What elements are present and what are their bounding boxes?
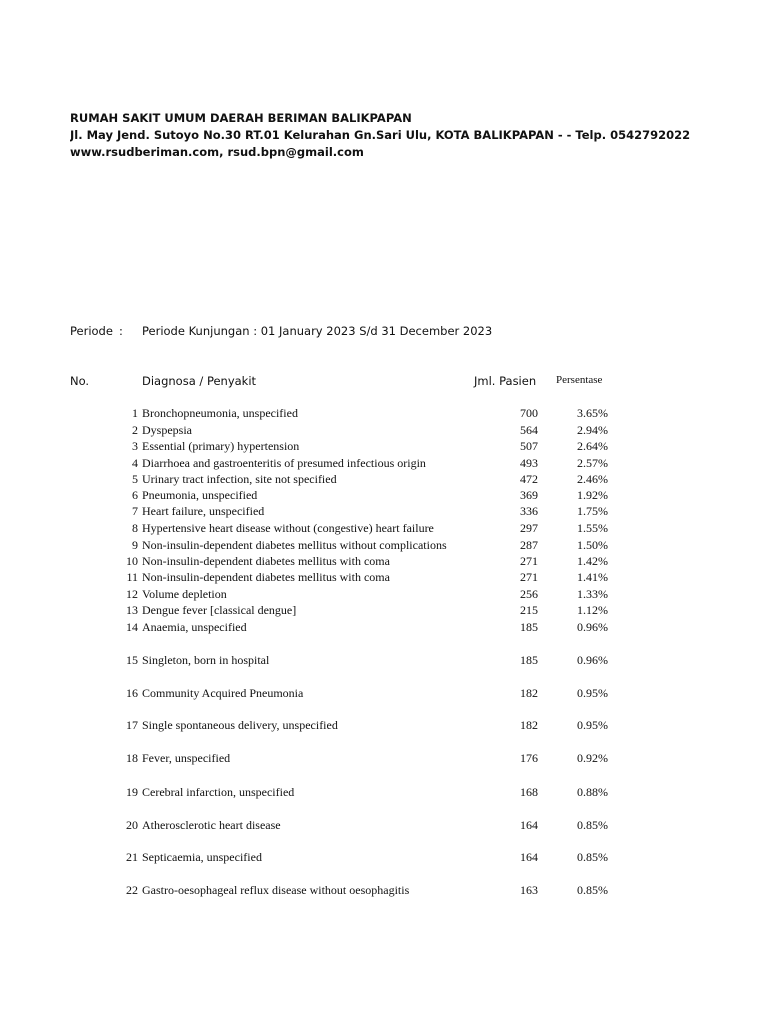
row-patient-count: 336 <box>520 504 538 518</box>
table-row <box>0 686 768 702</box>
table-row <box>0 620 768 636</box>
row-patient-count: 493 <box>520 456 538 470</box>
row-percentage: 1.41% <box>577 570 608 584</box>
column-header-patients: Jml. Pasien <box>474 374 537 388</box>
row-diagnosis: Septicaemia, unspecified <box>142 850 262 864</box>
row-diagnosis: Volume depletion <box>142 587 227 601</box>
row-patient-count: 700 <box>520 406 538 420</box>
row-percentage: 1.50% <box>577 538 608 552</box>
row-diagnosis: Heart failure, unspecified <box>142 504 265 518</box>
row-percentage: 0.85% <box>577 850 608 864</box>
period-value: Periode Kunjungan : 01 January 2023 S/d 31 December 2023 <box>142 324 493 338</box>
row-percentage: 0.92% <box>577 751 608 765</box>
row-percentage: 0.85% <box>577 883 608 897</box>
row-patient-count: 507 <box>520 439 538 453</box>
row-diagnosis: Dyspepsia <box>142 423 192 437</box>
row-number: 8 <box>132 521 138 535</box>
row-percentage: 1.55% <box>577 521 608 535</box>
row-diagnosis: Non-insulin-dependent diabetes mellitus with coma <box>142 570 390 584</box>
row-percentage: 1.33% <box>577 587 608 601</box>
row-diagnosis: Dengue fever [classical dengue] <box>142 603 297 617</box>
table-row <box>0 751 768 767</box>
row-percentage: 3.65% <box>577 406 608 420</box>
row-patient-count: 287 <box>520 538 538 552</box>
row-diagnosis: Bronchopneumonia, unspecified <box>142 406 298 420</box>
table-row <box>0 423 768 439</box>
table-row <box>0 653 768 669</box>
row-diagnosis: Anaemia, unspecified <box>142 620 247 634</box>
table-row <box>0 587 768 603</box>
row-percentage: 1.92% <box>577 488 608 502</box>
row-number: 1 <box>132 406 138 420</box>
row-patient-count: 472 <box>520 472 538 486</box>
row-number: 21 <box>126 850 138 864</box>
table-row <box>0 472 768 488</box>
row-diagnosis: Urinary tract infection, site not specified <box>142 472 337 486</box>
row-percentage: 0.85% <box>577 818 608 832</box>
row-percentage: 1.75% <box>577 504 608 518</box>
row-percentage: 2.46% <box>577 472 608 486</box>
row-percentage: 2.64% <box>577 439 608 453</box>
row-diagnosis: Atherosclerotic heart disease <box>142 818 281 832</box>
row-patient-count: 297 <box>520 521 538 535</box>
row-percentage: 0.95% <box>577 686 608 700</box>
row-diagnosis: Singleton, born in hospital <box>142 653 270 667</box>
row-diagnosis: Cerebral infarction, unspecified <box>142 785 295 799</box>
row-diagnosis: Gastro-oesophageal reflux disease without oesophagitis <box>142 883 410 897</box>
table-row <box>0 504 768 520</box>
row-number: 5 <box>132 472 138 486</box>
row-percentage: 0.88% <box>577 785 608 799</box>
table-row <box>0 488 768 504</box>
row-diagnosis: Diarrhoea and gastroenteritis of presumed infectious origin <box>142 456 426 470</box>
row-number: 4 <box>132 456 138 470</box>
hospital-address: Jl. May Jend. Sutoyo No.30 RT.01 Kelurahan Gn.Sari Ulu, KOTA BALIKPAPAN - - Telp. 0542792022 <box>70 128 691 142</box>
row-diagnosis: Single spontaneous delivery, unspecified <box>142 718 338 732</box>
row-percentage: 0.96% <box>577 653 608 667</box>
report-header <box>70 110 760 161</box>
row-patient-count: 185 <box>520 620 538 634</box>
row-patient-count: 164 <box>520 818 538 832</box>
row-percentage: 1.42% <box>577 554 608 568</box>
table-row <box>0 718 768 734</box>
row-patient-count: 182 <box>520 718 538 732</box>
hospital-name: RUMAH SAKIT UMUM DAERAH BERIMAN BALIKPAPAN <box>70 111 412 125</box>
period-label: Periode <box>70 324 113 338</box>
row-percentage: 0.95% <box>577 718 608 732</box>
table-row <box>0 570 768 586</box>
row-percentage: 0.96% <box>577 620 608 634</box>
table-row <box>0 818 768 834</box>
row-patient-count: 163 <box>520 883 538 897</box>
table-row <box>0 850 768 866</box>
row-number: 13 <box>126 603 138 617</box>
row-number: 15 <box>126 653 138 667</box>
row-patient-count: 185 <box>520 653 538 667</box>
row-number: 19 <box>126 785 138 799</box>
row-number: 20 <box>126 818 138 832</box>
table-row <box>0 439 768 455</box>
row-number: 10 <box>126 554 138 568</box>
row-patient-count: 176 <box>520 751 538 765</box>
table-row <box>0 521 768 537</box>
row-number: 6 <box>132 488 138 502</box>
table-row <box>0 456 768 472</box>
hospital-contact: www.rsudberiman.com, rsud.bpn@gmail.com <box>70 145 364 159</box>
row-number: 11 <box>126 570 138 584</box>
table-row <box>0 406 768 422</box>
row-patient-count: 215 <box>520 603 538 617</box>
table-row <box>0 603 768 619</box>
row-diagnosis: Non-insulin-dependent diabetes mellitus with coma <box>142 554 390 568</box>
row-number: 9 <box>132 538 138 552</box>
table-row <box>0 883 768 899</box>
row-percentage: 2.94% <box>577 423 608 437</box>
table-row <box>0 554 768 570</box>
table-row <box>0 538 768 554</box>
row-diagnosis: Essential (primary) hypertension <box>142 439 300 453</box>
row-percentage: 1.12% <box>577 603 608 617</box>
row-patient-count: 256 <box>520 587 538 601</box>
row-number: 16 <box>126 686 138 700</box>
row-diagnosis: Pneumonia, unspecified <box>142 488 258 502</box>
row-patient-count: 369 <box>520 488 538 502</box>
row-number: 17 <box>126 718 138 732</box>
row-number: 7 <box>132 504 138 518</box>
row-patient-count: 271 <box>520 554 538 568</box>
row-number: 2 <box>132 423 138 437</box>
row-patient-count: 164 <box>520 850 538 864</box>
row-diagnosis: Non-insulin-dependent diabetes mellitus without complications <box>142 538 447 552</box>
table-row <box>0 785 768 801</box>
row-number: 3 <box>132 439 138 453</box>
row-diagnosis: Community Acquired Pneumonia <box>142 686 304 700</box>
column-header-percentage: Persentase <box>556 374 603 386</box>
column-header-no: No. <box>70 374 90 388</box>
row-number: 18 <box>126 751 138 765</box>
column-header-diagnosis: Diagnosa / Penyakit <box>142 374 257 388</box>
row-patient-count: 564 <box>520 423 538 437</box>
row-number: 12 <box>126 587 138 601</box>
row-number: 22 <box>126 883 138 897</box>
period-colon: : <box>119 324 123 338</box>
row-patient-count: 182 <box>520 686 538 700</box>
row-diagnosis: Hypertensive heart disease without (congestive) heart failure <box>142 521 434 535</box>
row-number: 14 <box>126 620 138 634</box>
row-patient-count: 271 <box>520 570 538 584</box>
row-patient-count: 168 <box>520 785 538 799</box>
row-percentage: 2.57% <box>577 456 608 470</box>
row-diagnosis: Fever, unspecified <box>142 751 231 765</box>
